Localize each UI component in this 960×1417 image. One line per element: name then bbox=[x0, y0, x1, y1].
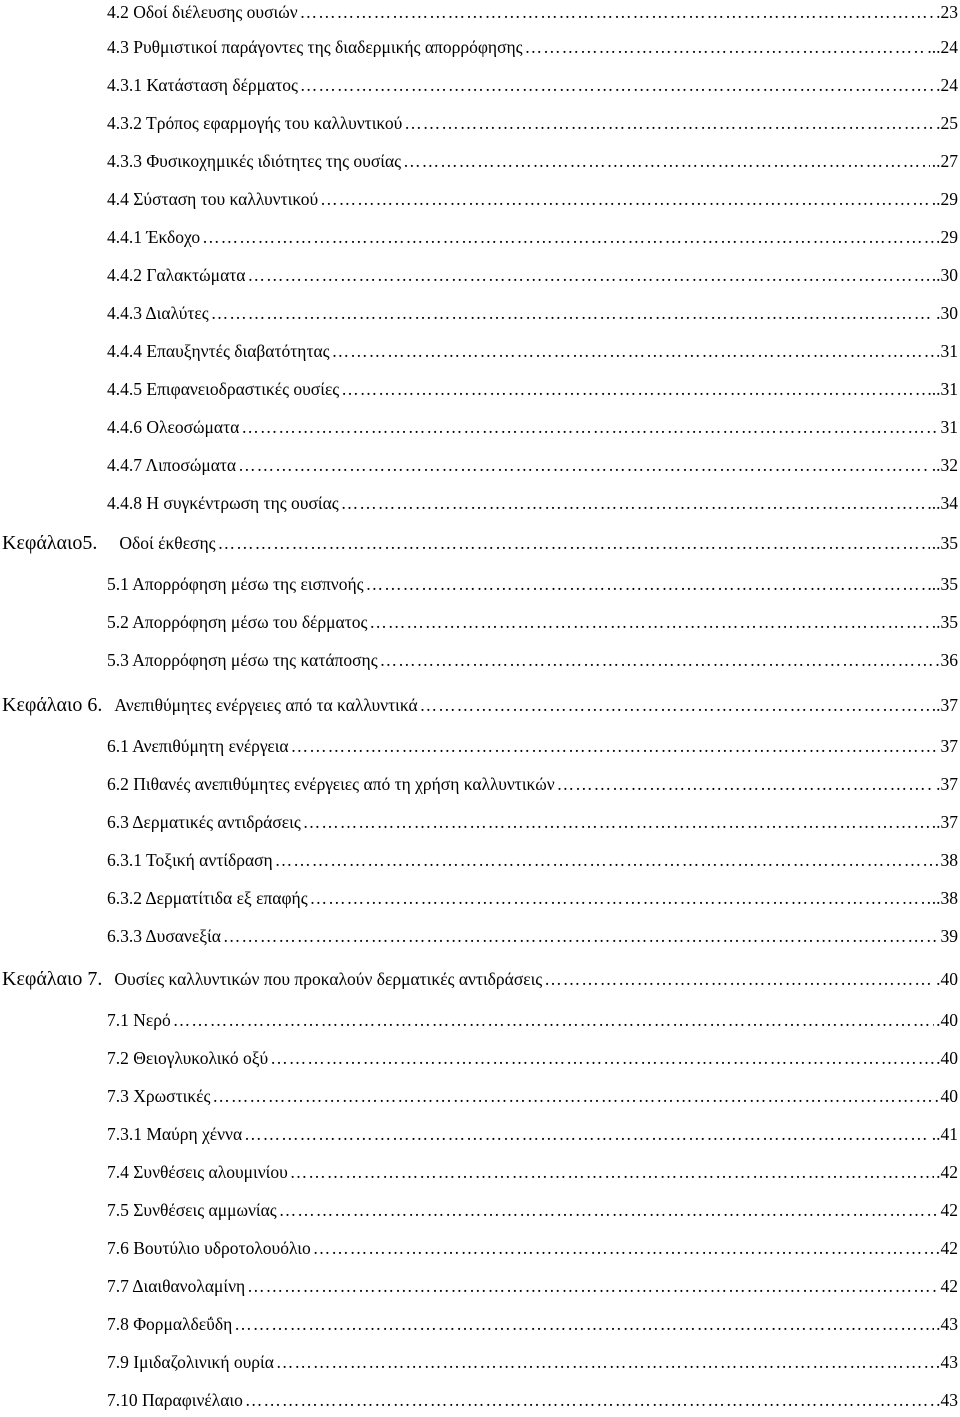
dot-leader bbox=[291, 732, 939, 760]
toc-page-number: 43 bbox=[940, 1352, 958, 1372]
dot-leader bbox=[341, 375, 925, 403]
toc-entry bbox=[107, 608, 958, 636]
dot-leader bbox=[332, 337, 939, 365]
toc-page-number: .25 bbox=[936, 113, 958, 133]
toc-entry bbox=[107, 261, 958, 289]
dot-leader bbox=[320, 185, 930, 213]
dot-leader bbox=[270, 1044, 934, 1072]
toc-page-number: ..32 bbox=[931, 455, 958, 475]
toc-title: 4.4.4 Επαυξηντές διαβατότητας bbox=[107, 341, 330, 361]
toc-title: 7.8 Φορμαλδεΰδη bbox=[107, 1314, 233, 1334]
toc-entry bbox=[107, 1348, 958, 1376]
toc-title: 4.4.8 Η συγκέντρωση της ουσίας bbox=[107, 493, 339, 513]
toc-page-number: ...35 bbox=[927, 574, 958, 594]
toc-page-number: .37 bbox=[936, 774, 958, 794]
dot-leader bbox=[403, 147, 930, 175]
toc-page-number: .42 bbox=[936, 1162, 958, 1182]
toc-entry bbox=[107, 1272, 958, 1300]
dot-leader bbox=[310, 884, 930, 912]
toc-title: Ανεπιθύμητες ενέργειες από τα καλλυντικά bbox=[114, 695, 418, 715]
toc-title: 4.3.3 Φυσικοχημικές ιδιότητες της ουσίας bbox=[107, 151, 402, 171]
toc-title: Ουσίες καλλυντικών που προκαλούν δερματικές αντιδράσεις bbox=[114, 969, 543, 989]
toc-title: 4.3.2 Τρόπος εφαρμογής του καλλυντικού bbox=[107, 113, 403, 133]
toc-page-number: .40 bbox=[936, 1048, 958, 1068]
chapter-label: Κεφάλαιο 6. bbox=[2, 694, 103, 716]
toc-page-number: ..27 bbox=[931, 151, 958, 171]
toc-title: 6.2 Πιθανές ανεπιθύμητες ενέργειες από τη χρήση καλλυντικών bbox=[107, 774, 555, 794]
toc-title: 4.4.6 Ολεοσώματα bbox=[107, 417, 240, 437]
chapter-label: Κεφάλαιο5. bbox=[2, 532, 98, 554]
toc-page-number: .23 bbox=[936, 2, 958, 22]
toc-entry bbox=[107, 1234, 958, 1262]
toc-entry bbox=[107, 1044, 958, 1072]
dot-leader bbox=[300, 71, 934, 99]
toc-title: 4.3.1 Κατάσταση δέρματος bbox=[107, 75, 298, 95]
toc-title: 4.4.1 Έκδοχο bbox=[107, 227, 201, 247]
toc-page-number: 42 bbox=[940, 1238, 958, 1258]
toc-entry bbox=[107, 71, 958, 99]
dot-leader bbox=[275, 846, 939, 874]
toc-title: 6.3.2 Δερματίτιδα εξ επαφής bbox=[107, 888, 308, 908]
toc-title: 6.3.1 Τοξική αντίδραση bbox=[107, 850, 273, 870]
toc-entry bbox=[107, 1386, 958, 1414]
toc-title: 5.3 Απορρόφηση μέσω της κατάποσης bbox=[107, 650, 378, 670]
dot-leader bbox=[238, 451, 930, 479]
dot-leader bbox=[241, 413, 938, 441]
chapter-label: Κεφάλαιο 7. bbox=[2, 968, 103, 990]
dot-leader bbox=[234, 1310, 934, 1338]
toc-title: 7.3 Χρωστικές bbox=[107, 1086, 211, 1106]
toc-entry bbox=[107, 1158, 958, 1186]
dot-leader bbox=[279, 1196, 939, 1224]
dot-leader bbox=[557, 770, 934, 798]
toc-title: 7.6 Βουτύλιο υδροτολουόλιο bbox=[107, 1238, 311, 1258]
toc-chapter-entry bbox=[2, 691, 958, 719]
toc-title: 7.7 Διαιθανολαμίνη bbox=[107, 1276, 246, 1296]
toc-title: 6.1 Ανεπιθύμητη ενέργεια bbox=[107, 736, 289, 756]
toc-entry bbox=[107, 451, 958, 479]
toc-title: 5.1 Απορρόφηση μέσω της εισπνοής bbox=[107, 574, 364, 594]
toc-page-number: ..41 bbox=[931, 1124, 958, 1144]
dot-leader bbox=[212, 1082, 938, 1110]
toc-page-number: ..30 bbox=[931, 265, 958, 285]
toc-title: 7.2 Θειογλυκολικό οξύ bbox=[107, 1048, 269, 1068]
dot-leader bbox=[218, 529, 930, 557]
dot-leader bbox=[300, 0, 934, 26]
toc-page-number: .24 bbox=[936, 75, 958, 95]
toc-page-number: ..35 bbox=[931, 533, 958, 553]
toc-chapter-entry bbox=[2, 529, 958, 557]
dot-leader bbox=[313, 1234, 939, 1262]
toc-title: 7.10 Παραφινέλαιο bbox=[107, 1390, 243, 1410]
toc-entry bbox=[107, 223, 958, 251]
dot-leader bbox=[369, 608, 929, 636]
toc-entry bbox=[107, 109, 958, 137]
toc-entry bbox=[107, 884, 958, 912]
toc-page-number: ...31 bbox=[927, 379, 958, 399]
toc-page-number: ...34 bbox=[927, 493, 958, 513]
toc-entry bbox=[107, 489, 958, 517]
toc-entry bbox=[107, 299, 958, 327]
toc-page-number: ..37 bbox=[931, 695, 958, 715]
toc-page-number: .43 bbox=[936, 1314, 958, 1334]
toc-page-number: .40 bbox=[936, 969, 958, 989]
toc-title: 4.4.5 Επιφανειοδραστικές ουσίες bbox=[107, 379, 340, 399]
toc-entry bbox=[107, 185, 958, 213]
toc-chapter-entry bbox=[2, 965, 958, 993]
toc-page-number: .30 bbox=[936, 303, 958, 323]
toc-page-number: 36 bbox=[940, 650, 958, 670]
toc-title: 4.4.3 Διαλύτες bbox=[107, 303, 209, 323]
toc-page-number: .43 bbox=[936, 1390, 958, 1410]
toc-title: 4.4.7 Λιποσώματα bbox=[107, 455, 237, 475]
toc-entry bbox=[107, 1196, 958, 1224]
dot-leader bbox=[245, 1386, 934, 1414]
dot-leader bbox=[247, 261, 929, 289]
toc-entry bbox=[107, 570, 958, 598]
toc-title: 7.5 Συνθέσεις αμμωνίας bbox=[107, 1200, 277, 1220]
toc-page-number: 38 bbox=[940, 850, 958, 870]
toc-entry bbox=[107, 413, 958, 441]
toc-page-number: 42 bbox=[940, 1200, 958, 1220]
toc-entry bbox=[107, 0, 958, 26]
toc-page-number: ..38 bbox=[931, 888, 958, 908]
toc-title: 5.2 Απορρόφηση μέσω του δέρματος bbox=[107, 612, 368, 632]
toc-entry bbox=[107, 33, 958, 61]
dot-leader bbox=[211, 299, 934, 327]
toc-title: 6.3 Δερματικές αντιδράσεις bbox=[107, 812, 301, 832]
toc-entry bbox=[107, 808, 958, 836]
toc-entry bbox=[107, 1082, 958, 1110]
dot-leader bbox=[247, 1272, 938, 1300]
toc-entry bbox=[107, 337, 958, 365]
toc-title: 6.3.3 Δυσανεξία bbox=[107, 926, 221, 946]
toc-title: 4.2 Οδοί διέλευσης ουσιών bbox=[107, 2, 298, 22]
dot-leader bbox=[244, 1120, 930, 1148]
toc-title: 7.4 Συνθέσεις αλουμινίου bbox=[107, 1162, 288, 1182]
toc-title: Οδοί έκθεσης bbox=[119, 533, 216, 553]
toc-entry bbox=[107, 1310, 958, 1338]
toc-page-number: 42 bbox=[940, 1276, 958, 1296]
dot-leader bbox=[366, 570, 926, 598]
toc-entry bbox=[107, 922, 958, 950]
toc-page-number: 40 bbox=[940, 1086, 958, 1106]
dot-leader bbox=[404, 109, 934, 137]
toc-page-number: .40 bbox=[936, 1010, 958, 1030]
toc-entry bbox=[107, 1006, 958, 1034]
toc-page-number: 31 bbox=[940, 341, 958, 361]
dot-leader bbox=[420, 691, 930, 719]
dot-leader bbox=[525, 33, 926, 61]
toc-page-number: 37 bbox=[940, 736, 958, 756]
dot-leader bbox=[341, 489, 926, 517]
toc-page-number: ..37 bbox=[931, 812, 958, 832]
dot-leader bbox=[544, 965, 934, 993]
toc-entry bbox=[107, 770, 958, 798]
toc-entry bbox=[107, 147, 958, 175]
toc-title: 4.4 Σύσταση του καλλυντικού bbox=[107, 189, 319, 209]
toc-page-number: 31 bbox=[940, 417, 958, 437]
toc-entry bbox=[107, 646, 958, 674]
dot-leader bbox=[223, 922, 939, 950]
toc-page-number: ...24 bbox=[927, 37, 958, 57]
dot-leader bbox=[173, 1006, 934, 1034]
toc-page-number: ..35 bbox=[931, 612, 958, 632]
dot-leader bbox=[202, 223, 938, 251]
toc-title: 4.4.2 Γαλακτώματα bbox=[107, 265, 246, 285]
toc-title: 4.3 Ρυθμιστικοί παράγοντες της διαδερμικής απορρόφησης bbox=[107, 37, 523, 57]
dot-leader bbox=[380, 646, 939, 674]
toc-page-number: ..29 bbox=[931, 189, 958, 209]
toc-entry bbox=[107, 375, 958, 403]
dot-leader bbox=[303, 808, 930, 836]
toc-entry bbox=[107, 732, 958, 760]
dot-leader bbox=[290, 1158, 934, 1186]
toc-entry bbox=[107, 846, 958, 874]
toc-title: 7.9 Ιμιδαζολινική ουρία bbox=[107, 1352, 274, 1372]
toc-title: 7.1 Νερό bbox=[107, 1010, 171, 1030]
dot-leader bbox=[276, 1348, 939, 1376]
toc-page-number: 39 bbox=[940, 926, 958, 946]
toc-page-number: 29 bbox=[940, 227, 958, 247]
toc-title: 7.3.1 Μαύρη χέννα bbox=[107, 1124, 243, 1144]
toc-entry bbox=[107, 1120, 958, 1148]
